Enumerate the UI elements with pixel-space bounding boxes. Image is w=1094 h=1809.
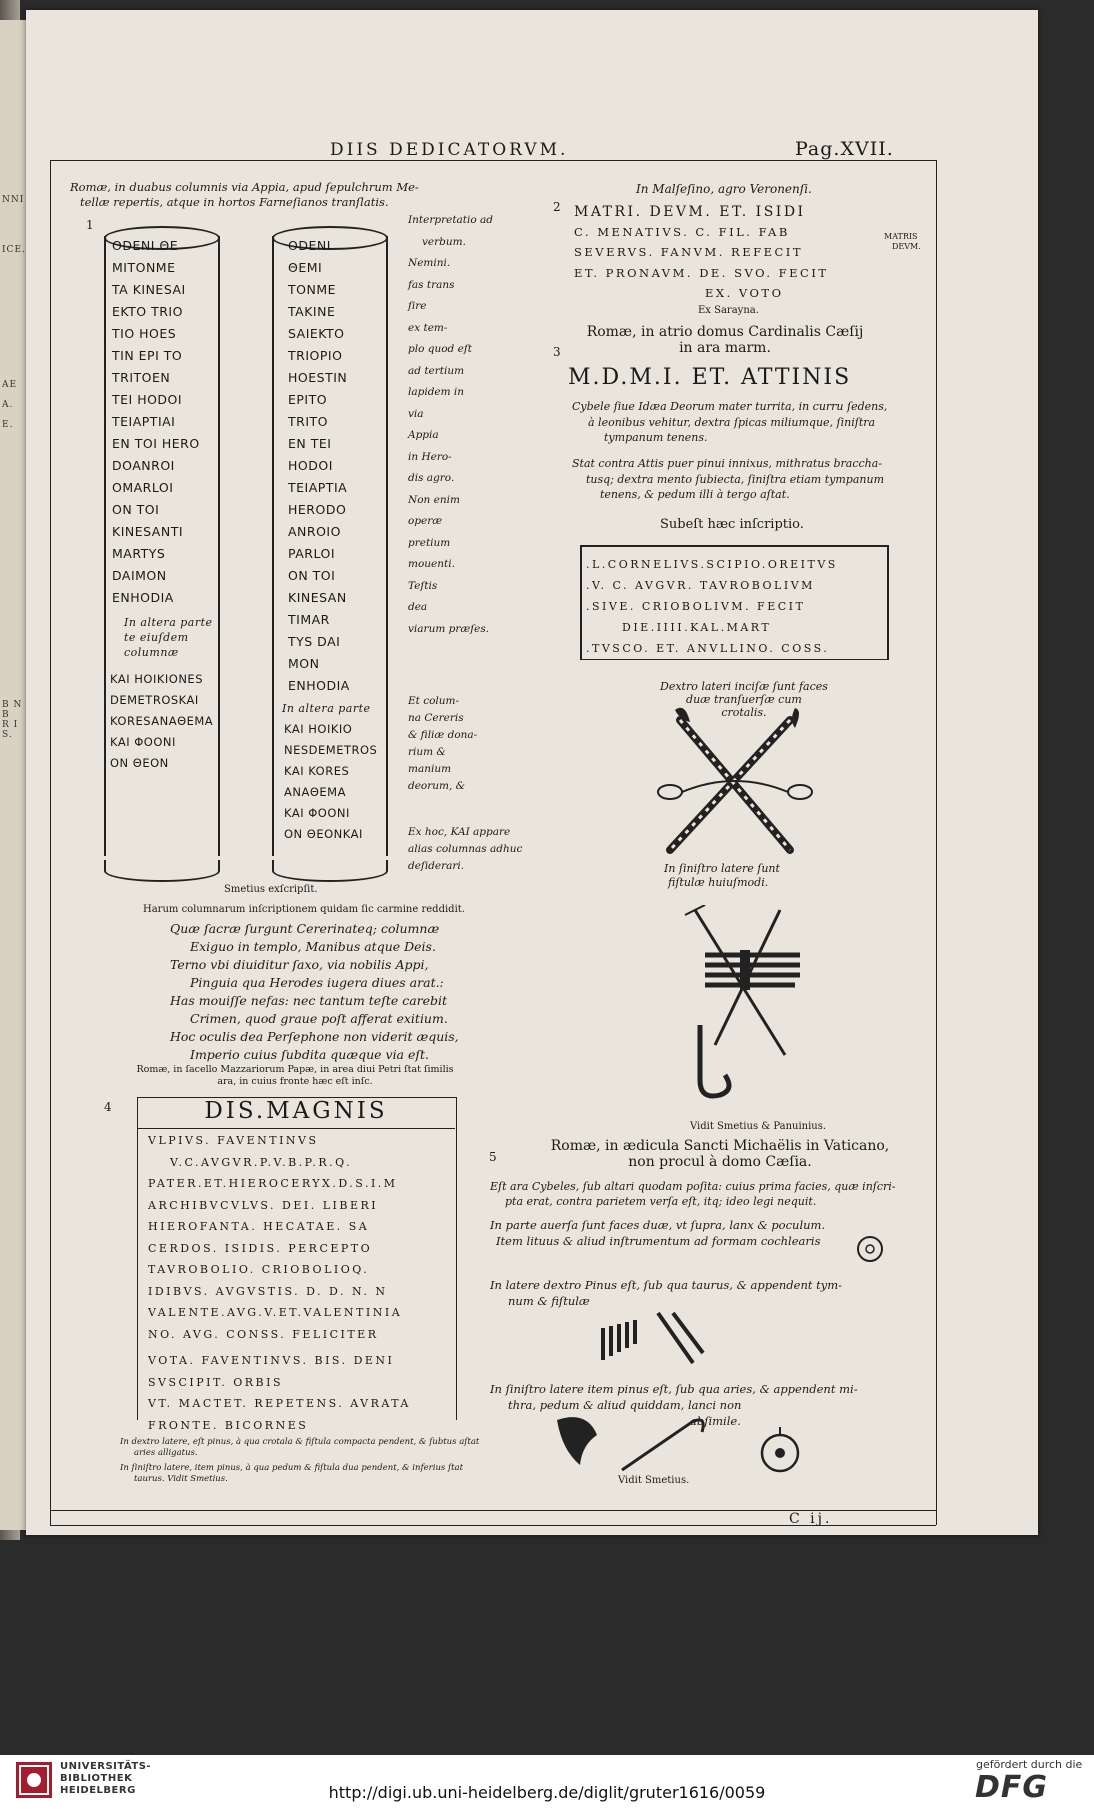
inscription-line: EX. VOTO — [705, 286, 784, 300]
interpretation-line: in Hero- — [408, 450, 452, 463]
verse-line: Terno vbi diuiditur ſaxo, via nobilis Appi, — [170, 957, 429, 972]
description-line: tusq; dextra mento ſubiecta, ſiniſtra etiam tympanum — [586, 472, 884, 486]
verse-line: Has mouiſſe nefas: nec tantum teſte carebit — [170, 993, 448, 1008]
greek-line: ON TOI — [288, 568, 336, 583]
greek-line: KINESANTI — [112, 524, 184, 539]
subest-text: Subeſt hæc inſcriptio. — [660, 517, 804, 532]
interpretation-line: operæ — [408, 515, 443, 527]
verse-line: Hoc oculis dea Perſephone non viderit æquis, — [170, 1029, 459, 1044]
greek-line: HODOI — [288, 458, 333, 473]
roma5-heading — [535, 1138, 905, 1170]
greek-line: KAI ΦOONI — [110, 735, 176, 749]
smetius-note: Smetius exſcripſit. — [224, 884, 318, 895]
inscription-line: V.C.AVGVR.P.V.B.P.R.Q. — [170, 1155, 353, 1169]
note-line: taurus. Vidit Smetius. — [134, 1474, 228, 1484]
column-bottom-cap — [104, 860, 220, 882]
greek-line: TRITO — [288, 414, 328, 429]
description-line: Eſt ara Cybeles, ſub altari quodam poſita: cuius prima facies, quæ inſcri- — [490, 1180, 896, 1193]
pipes-and-lituus-illustration — [665, 905, 815, 1105]
interpretation-line: Interpretatio ad — [408, 214, 494, 226]
greek-line: OMARLOI — [112, 480, 174, 495]
greek-line: ANAΘEMA — [284, 785, 346, 799]
greek-line: ANROIO — [288, 524, 341, 539]
inscription-line: FRONTE. BICORNES — [148, 1418, 309, 1432]
greek-line: DOANROI — [112, 458, 175, 473]
description-line: à leonibus vehitur, dextra ſpicas miliumque, ſiniſtra — [588, 415, 876, 429]
greek-line: TYS DAI — [288, 634, 341, 649]
mithra-pedum-illustration — [552, 1410, 762, 1480]
left-rule — [50, 160, 51, 1525]
roma3-heading — [560, 324, 890, 356]
rome-sacello-note — [135, 1064, 455, 1088]
intro-line: Romæ, in duabus columnis via Appia, apud ſepulchrum Me- — [70, 180, 419, 194]
interpretation-line: & filiæ dona- — [408, 729, 478, 741]
interpretation-line: Ex hoc, KAI appare — [408, 826, 511, 838]
description-line: Stat contra Attis puer pinui innixus, mithratus braccha- — [572, 457, 883, 470]
description-line: pta erat, contra parietem verſa eſt, itq; ideo legi nequit. — [505, 1195, 817, 1208]
interpretation-line: Nemini. — [408, 257, 451, 269]
interpretation-line: viarum præſes. — [408, 622, 490, 635]
inscription-line: CERDOS. ISIDIS. PERCEPTO — [148, 1241, 373, 1255]
inscription-line: NO. AVG. CONSS. FELICITER — [148, 1327, 379, 1341]
inscription-line: TAVROBOLIO. CRIOBOLIOQ. — [148, 1263, 370, 1276]
description-line: Cybele ſiue Idæa Deorum mater turrita, in curru ſedens, — [572, 400, 888, 413]
description-line: tenens, & pedum illi à tergo aſtat. — [600, 488, 790, 501]
inscription-line: .V. C. AVGVR. TAVROBOLIVM — [586, 579, 815, 592]
description-line: tympanum tenens. — [604, 431, 708, 444]
greek-line: KAI HOIKIO — [284, 722, 353, 736]
greek-line: KAI KORES — [284, 764, 350, 778]
greek-line: EPITO — [288, 392, 328, 407]
logo-line: HEIDELBERG — [60, 1785, 136, 1796]
description-line: In latere dextro Pinus eſt, ſub qua taurus, & appendent tym- — [490, 1278, 843, 1292]
verse-line: Pinguia qua Herodes iugera diues arat.: — [190, 975, 444, 990]
greek-line: TEIAPTIAI — [112, 414, 176, 429]
description-line: thra, pedum & aliud quiddam, lanci non — [508, 1398, 742, 1412]
inscription-line: .L.CORNELIVS.SCIPIO.OREITVS — [586, 558, 838, 571]
greek-line: TEI HODOI — [112, 392, 183, 407]
interpretation-line: deorum, & — [408, 780, 466, 792]
column-note: In altera parte — [124, 616, 213, 629]
greek-line: KORESANAΘEMA — [110, 714, 214, 728]
greek-line: PARLOI — [288, 546, 336, 561]
interpretation-line: verbum. — [422, 235, 466, 248]
column-note: columnæ — [124, 646, 179, 659]
vidit-smetius: Vidit Smetius. — [618, 1475, 690, 1486]
greek-line: ON TOI — [112, 502, 160, 517]
dis-note-right — [120, 1437, 479, 1459]
inscription-line: ET. PRONAVM. DE. SVO. FECIT — [574, 265, 829, 280]
greek-line: DAIMON — [112, 568, 167, 583]
greek-line: TRITOEN — [112, 370, 171, 385]
interpretation-line: ſire — [408, 300, 427, 312]
tympanum-fistulae-illustration — [598, 1308, 708, 1368]
greek-line: EN TEI — [288, 436, 332, 451]
interpretation-line: fas trans — [408, 278, 455, 291]
caption-line: Dextro lateri inciſæ ſunt faces — [660, 680, 828, 693]
note-line: aries alligatus. — [134, 1448, 198, 1458]
greek-line: TEIAPTIA — [288, 480, 348, 495]
dis-title-rule — [137, 1128, 455, 1129]
page-header-title: DIIS DEDICATORVM. — [330, 140, 569, 160]
inscription-line: VLPIVS. FAVENTINVS — [148, 1134, 319, 1147]
heading-line: Romæ, in ædicula Sancti Michaëlis in Vaticano, — [550, 1138, 890, 1154]
logo-line: UNIVERSITÄTS- — [60, 1761, 152, 1772]
greek-line: ENHODIA — [288, 678, 350, 693]
inscription-line: VALENTE.AVG.V.ET.VALENTINIA — [148, 1306, 403, 1319]
greek-line: TIMAR — [288, 612, 330, 627]
greek-line: ON ΘEON — [110, 756, 169, 770]
lanx-round-illustration — [755, 1425, 805, 1475]
interpretation-line: ad tertium — [408, 364, 465, 377]
greek-line: ODENI — [288, 238, 331, 253]
verse-line: Exiguo in templo, Manibus atque Deis. — [190, 939, 436, 954]
verse-line: Imperio cuius ſubdita quæque via eſt. — [190, 1047, 430, 1062]
greek-line: KAI HOIKIONES — [110, 672, 203, 686]
greek-line: NESDEMETROS — [284, 743, 378, 757]
description-line: In ſiniſtro latere item pinus eſt, ſub qua aries, & appendent mi- — [490, 1382, 858, 1396]
note-line: DEVM. — [892, 242, 921, 251]
inscription-line: C. MENATIVS. C. FIL. FAB — [574, 224, 790, 239]
inscription-line: IDIBVS. AVGVSTIS. D. D. N. N — [148, 1284, 388, 1298]
interpretation-line: Teſtis — [408, 579, 438, 592]
interpretation-line: Appia — [408, 429, 439, 441]
greek-line: ΘEMI — [288, 260, 323, 275]
top-rule — [50, 160, 936, 161]
description-line: In parte auerſa ſunt faces duæ, vt ſupra, lanx & poculum. — [490, 1218, 826, 1232]
greek-line: TONME — [288, 282, 337, 297]
greek-line: HERODO — [288, 502, 347, 517]
lanx-illustration — [852, 1234, 888, 1264]
description-line: Item lituus & aliud inſtrumentum ad formam cochlearis — [496, 1234, 821, 1248]
greek-line: DEMETROSKAI — [110, 693, 199, 707]
interpretation-line: alias columnas adhuc — [408, 843, 523, 855]
prev-page-text: E. — [2, 420, 14, 430]
item-number: 5 — [489, 1150, 497, 1164]
malfesino-heading: In Malſeſino, agro Veronenſi. — [636, 182, 812, 196]
interpretation-line: dis agro. — [408, 472, 455, 484]
verse-line: Quæ ſacræ ſurgunt Cererinateq; columnæ — [170, 921, 440, 936]
greek-line: TRIOPIO — [288, 348, 343, 363]
greek-line: MON — [288, 656, 320, 671]
description-line: abſimile. — [690, 1414, 741, 1428]
logo-line: BIBLIOTHEK — [60, 1773, 133, 1784]
interpretation-line: lapidem in — [408, 386, 465, 398]
prev-page-text: NNI — [2, 195, 25, 205]
interpretation-line: deſiderari. — [408, 860, 465, 872]
dis-magnis-title: DIS.MAGNIS — [204, 1098, 388, 1124]
greek-line: MARTYS — [112, 546, 166, 561]
column-note: te eiuſdem — [124, 631, 189, 644]
caption-line: duæ tranſuerſæ cum — [686, 693, 802, 706]
greek-line: TIO HOES — [112, 326, 177, 341]
greek-line: TAKINE — [288, 304, 336, 319]
greek-line: TIN EPI TO — [112, 348, 183, 363]
heading-line: in ara marm. — [679, 340, 771, 356]
greek-line: EN TOI HERO — [112, 436, 200, 451]
page-number: Pag.XVII. — [795, 138, 894, 160]
interpretation-line: rium & — [408, 746, 446, 758]
item-number: 3 — [553, 345, 561, 359]
interpretation-line: dea — [408, 601, 428, 613]
item-number: 1 — [86, 218, 94, 232]
crossed-torches-illustration — [640, 700, 830, 860]
note-line: In ſiniſtro latere, item pinus, à qua pedum & fiſtula dua pendent, & inferius ſtat — [120, 1463, 464, 1473]
inscription-line: VT. MACTET. REPETENS. AVRATA — [148, 1397, 411, 1410]
greek-line: EKTO TRIO — [112, 304, 183, 319]
signature-mark: C ij. — [789, 1511, 833, 1527]
greek-line: MITONME — [112, 260, 176, 275]
inscription-line: MATRI. DEVM. ET. ISIDI — [574, 204, 806, 220]
source-url-link[interactable]: http://digi.ub.uni-heidelberg.de/diglit/gruter1616/0059 — [328, 1783, 766, 1802]
note-line: ara, in cuius fronte hæc eſt inſc. — [217, 1076, 373, 1087]
verse-line: Crimen, quod graue poſt afferat exitium. — [190, 1011, 448, 1026]
inscription-line: SEVERVS. FANVM. REFECIT — [574, 245, 803, 259]
vidit-note: Vidit Smetius & Panuinius. — [690, 1121, 827, 1132]
interpretation-line: ex tem- — [408, 321, 448, 334]
greek-line: HOESTIN — [288, 370, 348, 385]
inscription-line: PATER.ET.HIEROCERYX.D.S.I.M — [148, 1177, 398, 1190]
source-note: Ex Sarayna. — [698, 305, 759, 316]
caption-line: fiſtulæ huiuſmodi. — [668, 876, 769, 889]
description-line: num & fiſtulæ — [508, 1294, 590, 1308]
prev-page-text: R I S. — [2, 720, 19, 740]
inscription-line: .TVSCO. ET. ANVLLINO. COSS. — [586, 642, 830, 655]
dfg-logo: DFG — [975, 1770, 1049, 1805]
greek-line: SAIEKTO — [288, 326, 345, 341]
greek-line: ODENI ΘE — [112, 238, 179, 253]
interpretation-line: na Cereris — [408, 712, 464, 724]
interpretation-line: Et colum- — [408, 695, 460, 707]
note-line: Romæ, in ſacello Mazzariorum Papæ, in area diui Petri ſtat ſimilis — [136, 1064, 454, 1075]
right-rule — [936, 160, 937, 1525]
inscription-line: HIEROFANTA. HECATAE. SA — [148, 1220, 370, 1233]
inscription-line: SVSCIPIT. ORBIS — [148, 1375, 284, 1389]
interpretation-line: Non enim — [408, 493, 460, 506]
heading-line: Romæ, in atrio domus Cardinalis Cæſij — [586, 324, 864, 340]
prev-page-text: A. — [2, 400, 14, 410]
carmen-intro: Harum columnarum inſcriptionem quidam ſic carmine reddidit. — [143, 904, 465, 915]
note-line: MATRIS — [884, 232, 918, 241]
greek-line: ON ΘEONKAI — [284, 827, 363, 841]
prev-page-text: B N B — [2, 700, 23, 720]
heading-line: non procul à domo Cæſia. — [628, 1154, 812, 1170]
item-number: 2 — [553, 200, 561, 214]
column-note: In altera parte — [282, 702, 371, 715]
greek-line: TA KINESAI — [112, 282, 186, 297]
dis-note-left — [120, 1463, 463, 1485]
item-number: 4 — [104, 1100, 112, 1114]
interpretation-line: mouenti. — [408, 558, 455, 570]
greek-line: KAI ΦOONI — [284, 806, 350, 820]
margin-note — [884, 232, 921, 252]
intro-text — [70, 180, 419, 210]
inscription-line: .SIVE. CRIOBOLIVM. FECIT — [586, 600, 806, 613]
greek-line: ENHODIA — [112, 590, 174, 605]
inscription-line: ARCHIBVCVLVS. DEI. LIBERI — [148, 1198, 379, 1212]
inscription-line: VOTA. FAVENTINVS. BIS. DENI — [148, 1354, 395, 1367]
prev-page-text: ICE. — [2, 245, 26, 255]
column-bottom-cap — [272, 860, 388, 882]
interpretation-line: via — [408, 407, 424, 420]
interpretation-line: pretium — [408, 536, 451, 549]
interpretation-line: plo quod eſt — [408, 343, 472, 355]
caption-line: crotalis. — [721, 706, 767, 719]
funded-by-label: gefördert durch die — [976, 1758, 1083, 1771]
attinis-inscription: M.D.M.I. ET. ATTINIS — [568, 365, 852, 390]
caption-line: In ſiniſtro latere ſunt — [664, 862, 780, 875]
previous-page-edge — [0, 20, 27, 1530]
sinistro-caption — [664, 862, 780, 890]
inscription-line: DIE.IIII.KAL.MART — [622, 621, 772, 634]
intro-line: tellæ repertis, atque in hortos Farneſianos tranſlatis. — [80, 195, 389, 209]
note-line: In dextro latere, eſt pinus, à qua crotala & fiſtula compacta pendent, & ſubtus aſtat — [120, 1437, 480, 1447]
prev-page-text: AE — [2, 380, 18, 390]
greek-line: KINESAN — [288, 590, 347, 605]
interpretation-line: manium — [408, 763, 452, 775]
